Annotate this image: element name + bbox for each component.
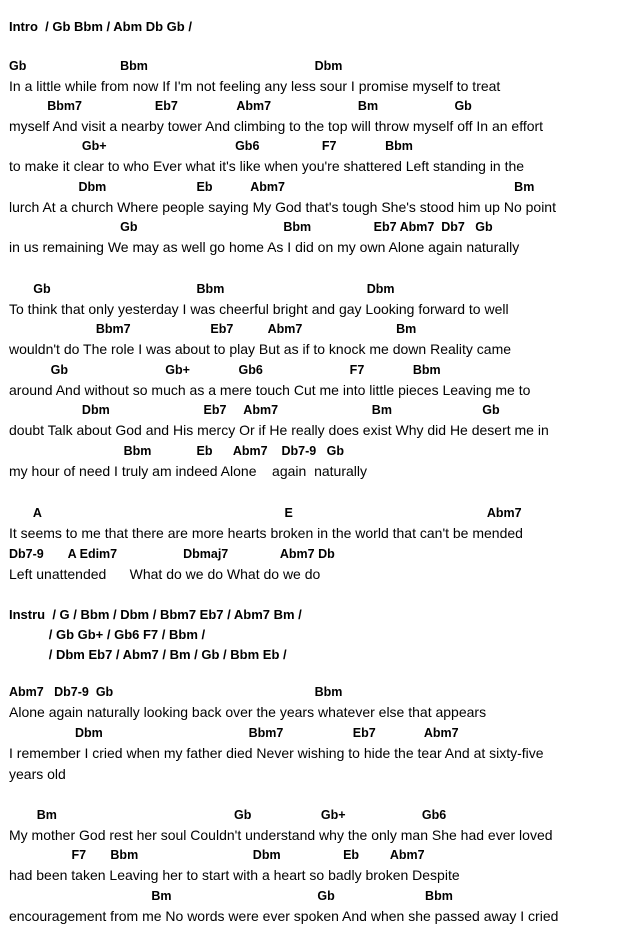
chord-line: Bm Gb Gb+ Gb6 xyxy=(9,808,447,822)
lyric-line: My mother God rest her soul Couldn't understand why the only man She had ever loved xyxy=(9,827,553,843)
lyric-line: in us remaining We may as well go home As I did on my own Alone again naturally xyxy=(9,239,520,255)
lyric-line: encouragement from me No words were ever spoken And when she passed away I cried xyxy=(9,908,559,924)
chord-line: Gb+ Gb6 F7 Bbm xyxy=(9,139,413,153)
chord-line: Db7-9 A Edim7 Dbmaj7 Abm7 Db xyxy=(9,547,335,561)
lyric-line: doubt Talk about God and His mercy Or if He really does exist Why did He desert me in xyxy=(9,422,549,438)
lyric-line: to make it clear to who Ever what it's like when you're shattered Left standing in the xyxy=(9,158,525,174)
chord-line: Gb Bbm Dbm xyxy=(9,59,343,73)
chord-line: Bbm Eb Abm7 Db7-9 Gb xyxy=(9,444,345,458)
chord-line: Dbm Eb7 Abm7 Bm Gb xyxy=(9,403,500,417)
chord-line: F7 Bbm Dbm Eb Abm7 xyxy=(9,848,425,862)
instru-line: / Gb Gb+ / Gb6 F7 / Bbm / xyxy=(9,627,206,642)
lyric-line: In a little while from now If I'm not feeling any less sour I promise myself to treat xyxy=(9,78,501,94)
chord-line: Dbm Eb Abm7 Bm xyxy=(9,180,535,194)
intro-line: Intro / Gb Bbm / Abm Db Gb / xyxy=(9,19,192,34)
lyric-line: It seems to me that there are more hearts broken in the world that can't be mended xyxy=(9,525,523,541)
lyric-line: wouldn't do The role I was about to play But as if to knock me down Reality came xyxy=(9,341,512,357)
chord-line: Gb Bbm Eb7 Abm7 Db7 Gb xyxy=(9,220,493,234)
chord-line: Gb Bbm Dbm xyxy=(9,282,395,296)
lyric-line: To think that only yesterday I was cheerful bright and gay Looking forward to well xyxy=(9,301,509,317)
lyric-line: years old xyxy=(9,766,66,782)
lyric-line: lurch At a church Where people saying My God that's tough She's stood him up No point xyxy=(9,199,556,215)
lyric-line: Left unattended What do we do What do we do xyxy=(9,566,321,582)
chord-line: Abm7 Db7-9 Gb Bbm xyxy=(9,685,343,699)
instru-line: / Dbm Eb7 / Abm7 / Bm / Gb / Bbm Eb / xyxy=(9,647,287,662)
chord-line: Bbm7 Eb7 Abm7 Bm Gb xyxy=(9,99,472,113)
lyric-line: Alone again naturally looking back over the years whatever else that appears xyxy=(9,704,487,720)
chord-line: Bbm7 Eb7 Abm7 Bm xyxy=(9,322,417,336)
chord-line: Bm Gb Bbm xyxy=(9,889,453,903)
lyric-line: around And without so much as a mere touch Cut me into little pieces Leaving me to xyxy=(9,382,531,398)
chord-line: Dbm Bbm7 Eb7 Abm7 xyxy=(9,726,459,740)
lyric-line: I remember I cried when my father died Never wishing to hide the tear And at sixty-five xyxy=(9,745,544,761)
lyric-line: myself And visit a nearby tower And climbing to the top will throw myself off In an effort xyxy=(9,118,544,134)
instru-line: Instru / G / Bbm / Dbm / Bbm7 Eb7 / Abm7 Bm / xyxy=(9,607,302,622)
chord-line: Gb Gb+ Gb6 F7 Bbm xyxy=(9,363,441,377)
chord-line: A E Abm7 xyxy=(9,506,522,520)
lyric-line: had been taken Leaving her to start with a heart so badly broken Despite xyxy=(9,867,460,883)
lyric-line: my hour of need I truly am indeed Alone again naturally xyxy=(9,463,367,479)
